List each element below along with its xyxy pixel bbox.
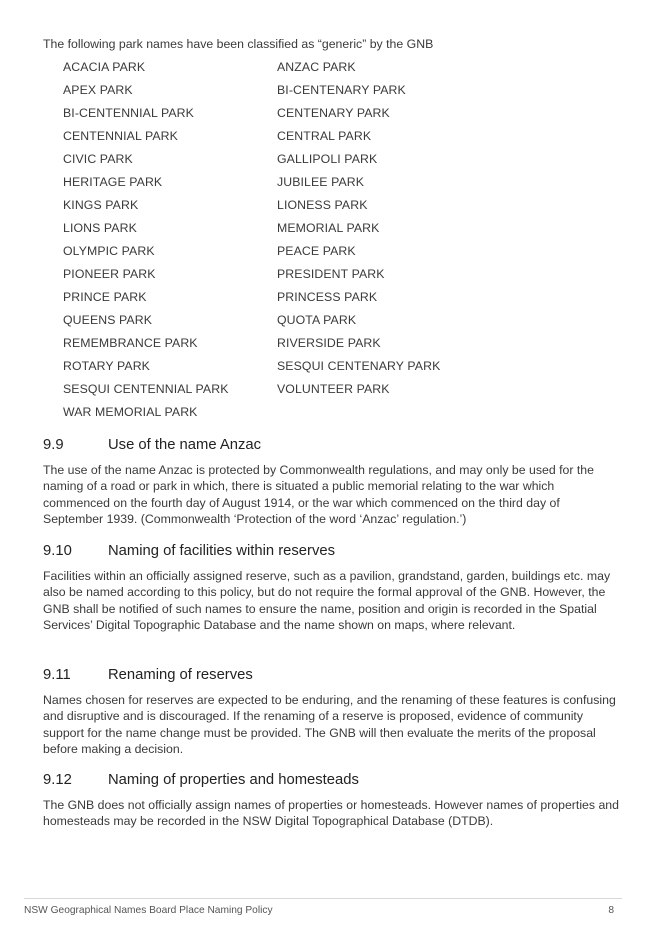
list-item [63,198,483,221]
section-title: Naming of facilities within reserves [108,543,335,559]
section-heading [43,772,623,794]
park-name: OLYMPIC PARK [63,244,155,258]
park-name: MEMORIAL PARK [277,221,380,235]
generic-park-list [63,60,483,428]
list-item [63,336,483,359]
park-name: BI-CENTENNIAL PARK [63,106,194,120]
section-number: 9.10 [43,543,72,559]
park-name: CIVIC PARK [63,152,133,166]
list-item [63,221,483,244]
list-item [63,405,483,428]
park-name: QUOTA PARK [277,313,357,327]
footer-divider [24,898,622,899]
section-body: The use of the name Anzac is protected by Commonwealth regulations, and may only be used for the naming of a road or park in which, there is situated a public memorial relating to the war which commenced on the fourth day of August 1914, or the war which commenced on the third day of September 1939. (Commonwealth ‘Protection of the word ‘Anzac’ regulation.’) [43,463,594,527]
section-number: 9.11 [43,667,71,683]
list-item [63,290,483,313]
park-name: PRINCESS PARK [277,290,378,304]
park-name: WAR MEMORIAL PARK [63,405,198,419]
section-heading [43,543,623,565]
park-name: LIONS PARK [63,221,137,235]
park-name: SESQUI CENTENNIAL PARK [63,382,229,396]
section-9-11 [43,667,623,758]
park-name: QUEENS PARK [63,313,153,327]
section-number: 9.9 [43,437,64,453]
park-name: CENTENARY PARK [277,106,390,120]
park-name: PRINCE PARK [63,290,147,304]
section-9-10 [43,543,623,634]
page-number: 8 [608,905,614,916]
list-item [63,244,483,267]
intro-text: The following park names have been classified as “generic” by the GNB [43,37,434,51]
list-item [63,313,483,336]
list-item [63,60,483,83]
list-item [63,106,483,129]
list-item [63,359,483,382]
list-item [63,267,483,290]
park-name: ANZAC PARK [277,60,356,74]
park-name: VOLUNTEER PARK [277,382,390,396]
list-item [63,83,483,106]
list-item [63,382,483,405]
park-name: KINGS PARK [63,198,139,212]
section-body: The GNB does not officially assign names of properties or homesteads. However names of properties and homesteads may be recorded in the NSW Digital Topographical Database (DTDB). [43,798,619,829]
park-name: REMEMBRANCE PARK [63,336,198,350]
park-name: BI-CENTENARY PARK [277,83,406,97]
park-name: RIVERSIDE PARK [277,336,381,350]
section-title: Naming of properties and homesteads [108,772,359,788]
section-body: Facilities within an officially assigned reserve, such as a pavilion, grandstand, garden, buildings etc. may also be named according to this policy, but do not require the formal approval of the GNB. However, the GNB shall be notified of such names to ensure the name, position and origin is recorded in the Spatial Services’ Digital Topographic Database and the name shown on maps, where relevant. [43,569,611,633]
park-name: ACACIA PARK [63,60,146,74]
park-name: LIONESS PARK [277,198,368,212]
section-title: Use of the name Anzac [108,437,261,453]
section-9-12 [43,772,623,830]
park-name: GALLIPOLI PARK [277,152,378,166]
list-item [63,175,483,198]
list-item [63,152,483,175]
park-name: APEX PARK [63,83,133,97]
park-name: HERITAGE PARK [63,175,163,189]
section-body: Names chosen for reserves are expected to be enduring, and the renaming of these features is confusing and disruptive and is discouraged. If the renaming of a reserve is proposed, evidence of community support for the name change must be provided. The GNB will then evaluate the merits of the proposal before making a decision. [43,693,616,757]
section-heading [43,437,623,459]
section-heading [43,667,623,689]
footer-title: NSW Geographical Names Board Place Naming Policy [24,905,273,916]
park-name: PIONEER PARK [63,267,156,281]
park-name: PEACE PARK [277,244,356,258]
park-name: ROTARY PARK [63,359,150,373]
section-number: 9.12 [43,772,72,788]
park-name: JUBILEE PARK [277,175,365,189]
section-title: Renaming of reserves [108,667,253,683]
park-name: CENTENNIAL PARK [63,129,178,143]
park-name: SESQUI CENTENARY PARK [277,359,441,373]
park-name: PRESIDENT PARK [277,267,385,281]
list-item [63,129,483,152]
park-name: CENTRAL PARK [277,129,372,143]
section-9-9 [43,437,623,528]
